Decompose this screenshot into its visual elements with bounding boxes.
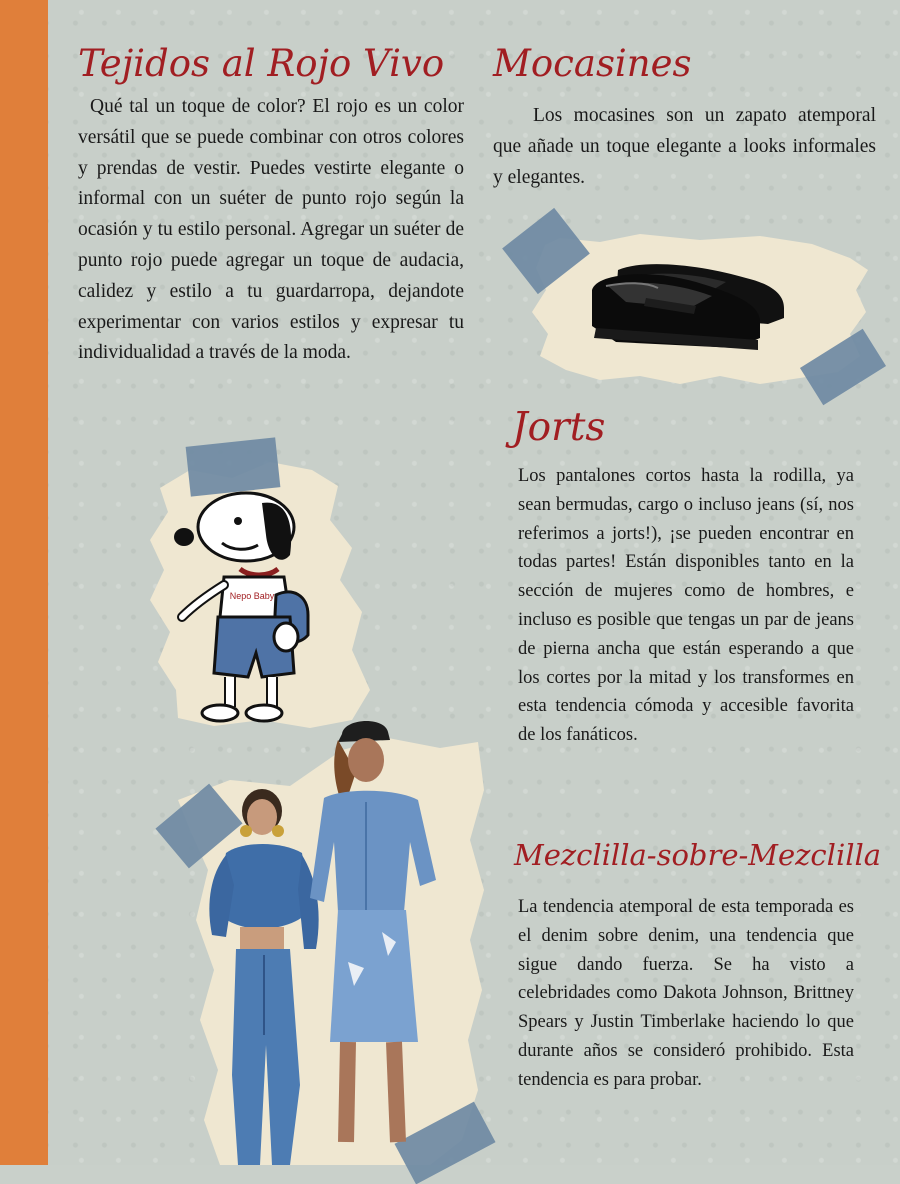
snoopy-shirt-text: Nepo Baby	[229, 591, 275, 601]
loafers-body: Los mocasines son un zapato atemporal que añade un toque elegante a looks informales y elegantes.	[493, 105, 876, 188]
denim-body: La tendencia atemporal de esta temporada es el denim sobre denim, una tendencia que sigue dando fuerza. Se ha visto a celebridades como Dakota Johnson, Brittney Spears y Justin Timberlake haciendo lo que durante años se consideró prohibido. Esta tendencia es para probar.	[518, 897, 854, 1090]
jorts-body: Los pantalones cortos hasta la rodilla, ya sean bermudas, cargo o incluso jeans (sí, nos referimos a jorts!), ¡se pueden encontrar en todas partes! Están disponibles tanto en la sección de mujeres como de hombres, e incluso es posible que tengas un par de jeans de pierna ancha que están esperando a que los cortes por la mitad y los transformes en esta tendencia cómoda y accesible favorita de los fanáticos.	[518, 466, 854, 746]
denim-title: Mezclilla-sobre-Mezclilla	[514, 838, 882, 872]
jorts-title: Jorts	[512, 405, 606, 450]
woman-right-denim	[308, 712, 458, 1142]
red-knits-body: Qué tal un toque de color? El rojo es un color versátil que se puede combinar con otros colores y prendas de vestir. Puedes vestirte elegante o informal con un suéter de punto rojo según la ocasión y tu estilo personal. Agregar un suéter de punto rojo puede agregar un toque de audacia, calidez y estilo a tu guardarropa, dejandote experimentar con varios estilos y expresar tu individualidad a través de la moda.	[78, 96, 464, 364]
red-knits-title: Tejidos al Rojo Vivo	[78, 42, 445, 85]
loafers-title: Mocasines	[493, 42, 692, 85]
